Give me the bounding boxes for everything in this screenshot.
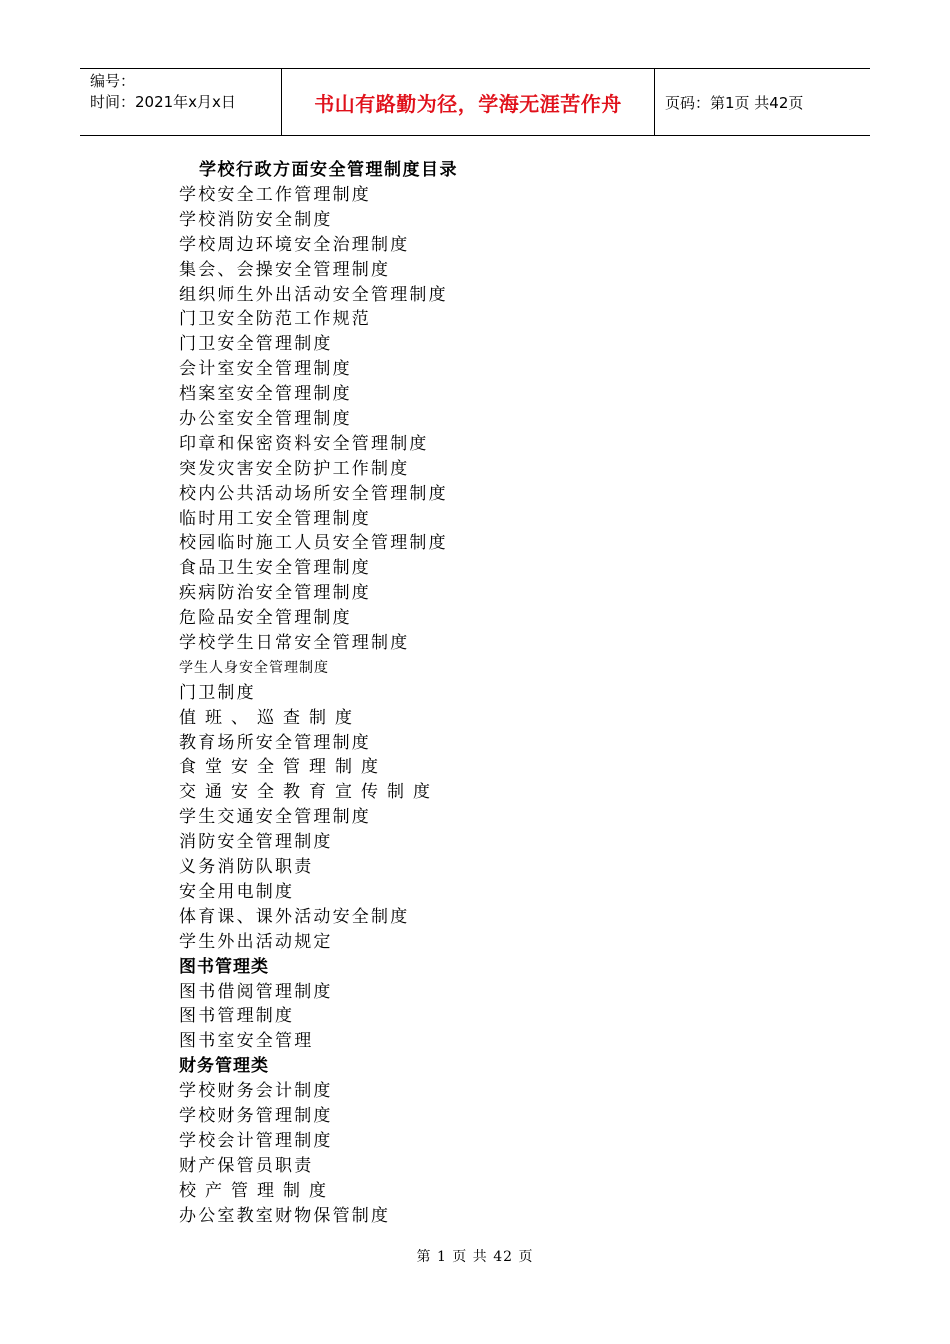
list-item: 学校周边环境安全治理制度 xyxy=(179,234,410,255)
list-item: 学校财务会计制度 xyxy=(179,1081,333,1102)
document-body xyxy=(179,158,819,1228)
list-item: 图书管理制度 xyxy=(179,1006,295,1027)
list-item: 学校会计管理制度 xyxy=(179,1130,333,1151)
list-item: 校园临时施工人员安全管理制度 xyxy=(179,533,448,554)
list-item: 学校安全工作管理制度 xyxy=(179,185,371,205)
page-header xyxy=(80,68,870,136)
document-time-label: 时间：2021年x月x日 xyxy=(90,93,236,111)
page-footer: 第 1 页 共 42 页 xyxy=(416,1249,534,1265)
document-number-label: 编号： xyxy=(90,72,136,90)
list-item: 学生人身安全管理制度 xyxy=(179,659,329,676)
list-item: 消防安全管理制度 xyxy=(179,832,333,853)
list-item: 校内公共活动场所安全管理制度 xyxy=(179,483,448,504)
section-heading: 财务管理类 xyxy=(179,1056,269,1077)
list-item: 办公室安全管理制度 xyxy=(179,409,352,430)
header-motto: 书山有路勤为径，学海无涯苦作舟 xyxy=(282,69,655,135)
list-item: 学生外出活动规定 xyxy=(179,931,333,952)
list-item: 交通安全教育宣传制度 xyxy=(179,782,439,803)
list-item: 临时用工安全管理制度 xyxy=(179,508,371,529)
list-item: 门卫安全管理制度 xyxy=(179,334,333,355)
list-item: 门卫制度 xyxy=(179,682,256,703)
regulation-list xyxy=(179,183,819,1228)
list-item: 疾病防治安全管理制度 xyxy=(179,583,371,604)
list-item: 安全用电制度 xyxy=(179,881,295,902)
header-page-info: 页码：第1页 共42页 xyxy=(665,93,804,112)
list-item: 食品卫生安全管理制度 xyxy=(179,558,371,579)
list-item: 图书室安全管理 xyxy=(179,1031,314,1052)
list-item: 教育场所安全管理制度 xyxy=(179,732,371,753)
list-item: 印章和保密资料安全管理制度 xyxy=(179,433,429,454)
list-item: 财产保管员职责 xyxy=(179,1155,314,1176)
list-item: 学生交通安全管理制度 xyxy=(179,807,371,828)
list-item: 集会、会操安全管理制度 xyxy=(179,259,391,280)
document-title: 学校行政方面安全管理制度目录 xyxy=(199,160,458,180)
list-item: 档案室安全管理制度 xyxy=(179,384,352,405)
list-item: 学校学生日常安全管理制度 xyxy=(179,633,410,654)
header-meta xyxy=(80,69,282,135)
list-item: 义务消防队职责 xyxy=(179,857,314,878)
list-item: 门卫安全防范工作规范 xyxy=(179,309,371,330)
section-heading: 图书管理类 xyxy=(179,956,269,977)
list-item: 突发灾害安全防护工作制度 xyxy=(179,458,410,479)
list-item: 学校消防安全制度 xyxy=(179,209,333,230)
list-item: 食堂安全管理制度 xyxy=(179,757,387,778)
list-item: 体育课、课外活动安全制度 xyxy=(179,906,410,927)
list-item: 校产管理制度 xyxy=(179,1180,335,1201)
list-item: 办公室教室财物保管制度 xyxy=(179,1205,391,1226)
list-item: 值班、巡查制度 xyxy=(179,707,361,728)
list-item: 会计室安全管理制度 xyxy=(179,359,352,380)
list-item: 学校财务管理制度 xyxy=(179,1105,333,1126)
list-item: 图书借阅管理制度 xyxy=(179,981,333,1002)
list-item: 组织师生外出活动安全管理制度 xyxy=(179,284,448,305)
list-item: 危险品安全管理制度 xyxy=(179,608,352,629)
